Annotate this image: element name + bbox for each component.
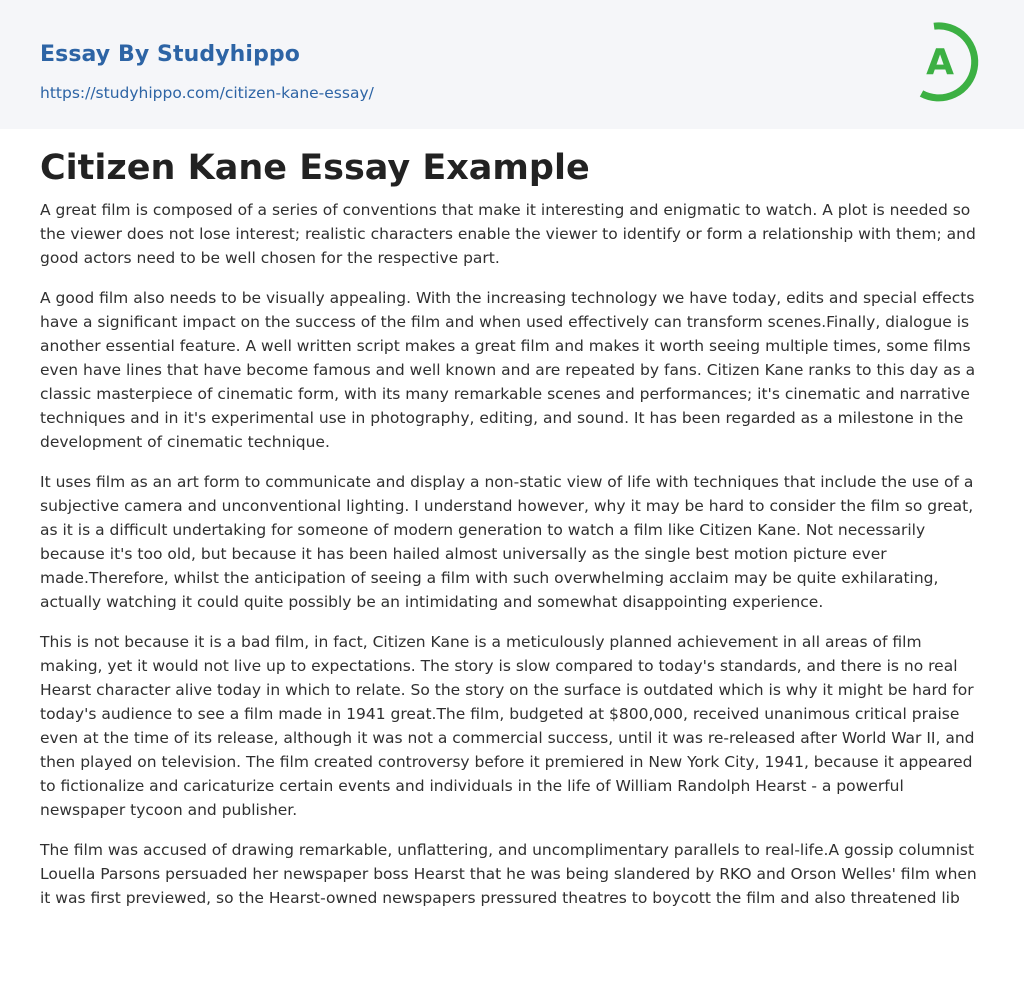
article (40, 146, 984, 926)
site-header (0, 0, 1024, 129)
article-paragraph-5: The film was accused of drawing remarkable, unflattering, and uncomplimentary parallels to real-life.A gossip columnist Louella Parsons persuaded her newspaper boss Hearst that he was being slandered by RKO and Orson Welles' film when it was first previewed, so the Hearst-owned newspapers pressured theatres to boycott the film and also threatened lib (40, 841, 977, 907)
site-brand[interactable]: Essay By Studyhippo (40, 42, 300, 67)
article-paragraph-4: This is not because it is a bad film, in fact, Citizen Kane is a meticulously planned achievement in all areas of film making, yet it would not live up to expectations. The story is slow compared to today's standards, and there is no real Hearst character alive today in which to relate. So the story on the surface is outdated which is why it might be hard for today's audience to see a film made in 1941 great.The film, budgeted at $800,000, received unanimous critical praise even at the time of its release, although it was not a commercial success, until it was re-released after World War II, and then played on television. The film created controversy before it premiered in New York City, 1941, because it appeared to fictionalize and caricaturize certain events and individuals in the life of William Randolph Hearst - a powerful newspaper tycoon and publisher. (40, 633, 975, 819)
article-paragraph-2: A good film also needs to be visually appealing. With the increasing technology we have today, edits and special effects have a significant impact on the success of the film and when used effectively can transform scenes.Finally, dialogue is another essential feature. A well written script makes a great film and makes it worth seeing multiple times, some films even have lines that have become famous and well known and are repeated by fans. Citizen Kane ranks to this day as a classic masterpiece of cinematic form, with its many remarkable scenes and performances; it's cinematic and narrative techniques and in it's experimental use in photography, editing, and sound. It has been regarded as a milestone in the development of cinematic technique. (40, 289, 976, 451)
logo-letter: A (926, 42, 954, 83)
source-url-link[interactable]: https://studyhippo.com/citizen-kane-essay/ (40, 84, 374, 102)
article-paragraph-1: A great film is composed of a series of conventions that make it interesting and enigmatic to watch. A plot is needed so the viewer does not lose interest; realistic characters enable the viewer to identify or form a relationship with them; and good actors need to be well chosen for the respective part. (40, 201, 976, 267)
article-title: Citizen Kane Essay Example (40, 148, 590, 188)
article-paragraph-3: It uses film as an art form to communicate and display a non-static view of life with techniques that include the use of a subjective camera and unconventional lighting. I understand however, why it may be hard to consider the film so great, as it is a difficult undertaking for someone of modern generation to watch a film like Citizen Kane. Not necessarily because it's too old, but because it has been hailed almost universally as the single best motion picture ever made.Therefore, whilst the anticipation of seeing a film with such overwhelming acclaim may be quite exhilarating, actually watching it could quite possibly be an intimidating and somewhat disappointing experience. (40, 473, 974, 611)
studyhippo-logo-icon[interactable] (910, 18, 988, 106)
